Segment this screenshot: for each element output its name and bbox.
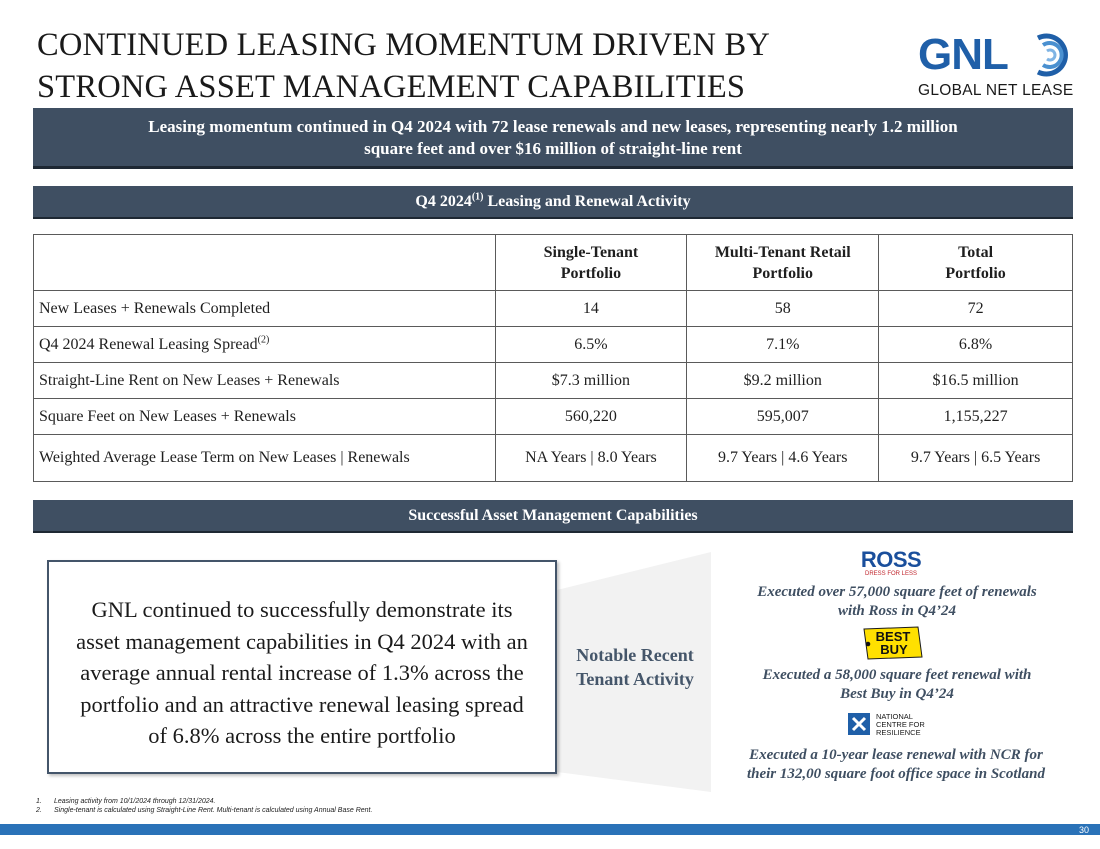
footnote-text: Leasing activity from 10/1/2024 through 12/31/2024. bbox=[54, 798, 216, 805]
table-cell: 14 bbox=[495, 291, 687, 327]
table-header-line: Portfolio bbox=[752, 264, 813, 282]
footnote bbox=[36, 797, 372, 806]
ross-activity-text bbox=[717, 583, 1077, 621]
footer-bar bbox=[0, 824, 1100, 835]
callout-line: average annual rental increase of 1.3% across the bbox=[80, 660, 524, 685]
footnote-number: 2. bbox=[36, 807, 42, 814]
table-header-line: Portfolio bbox=[560, 264, 622, 282]
table-cell: $9.2 million bbox=[687, 363, 879, 399]
summary-banner-line-1: Leasing momentum continued in Q4 2024 with 72 lease renewals and new leases, representing nearly 1.2 million bbox=[148, 117, 958, 136]
table-row bbox=[34, 291, 1073, 327]
table-cell: 6.5% bbox=[495, 327, 687, 363]
table-header-line: Portfolio bbox=[945, 264, 1006, 282]
tenant-activity-line: with Ross in Q4’24 bbox=[838, 603, 956, 619]
table-cell: $16.5 million bbox=[879, 363, 1073, 399]
asset-section-header: Successful Asset Management Capabilities bbox=[33, 500, 1073, 533]
tenant-activity-line: Executed a 58,000 square feet renewal with bbox=[762, 667, 1032, 683]
gnl-logo-subtitle: GLOBAL NET LEASE bbox=[918, 82, 1074, 99]
gnl-logo bbox=[914, 28, 1076, 102]
ncr-activity-text bbox=[714, 746, 1078, 784]
table-row bbox=[34, 399, 1073, 435]
ncr-logo bbox=[846, 709, 946, 739]
footnote-number: 1. bbox=[36, 798, 42, 805]
table-cell: $7.3 million bbox=[495, 363, 687, 399]
callout-line: GNL continued to successfully demonstrate its bbox=[91, 597, 513, 622]
table-cell: 9.7 Years | 6.5 Years bbox=[879, 435, 1073, 482]
notable-tenant-activity-label bbox=[562, 643, 708, 691]
table-cell: 560,220 bbox=[495, 399, 687, 435]
table-row bbox=[34, 435, 1073, 482]
tenant-activity-line: Best Buy in Q4’24 bbox=[840, 686, 954, 702]
ncr-logo-line-3: RESILIENCE bbox=[876, 728, 921, 737]
table-header-empty bbox=[34, 235, 496, 291]
tenant-activity-line: their 132,00 square foot office space in Scotland bbox=[746, 766, 1046, 782]
ncr-logo-line-1: NATIONAL bbox=[876, 712, 913, 721]
table-cell: NA Years | 8.0 Years bbox=[495, 435, 687, 482]
tenant-activity-line: Executed over 57,000 square feet of renewals bbox=[757, 584, 1037, 600]
ross-logo-tagline: DRESS FOR LESS bbox=[864, 571, 918, 577]
table-header-total bbox=[879, 235, 1073, 291]
row-label-text: Square Feet on New Leases + Renewals bbox=[39, 407, 296, 425]
callout-line: of 6.8% across the entire portfolio bbox=[148, 723, 456, 748]
row-label bbox=[34, 435, 496, 482]
summary-banner bbox=[33, 108, 1073, 169]
row-label-text: New Leases + Renewals Completed bbox=[39, 299, 271, 317]
row-label bbox=[34, 399, 496, 435]
callout-line: portfolio and an attractive renewal leasing spread bbox=[80, 691, 524, 717]
table-cell: 1,155,227 bbox=[879, 399, 1073, 435]
best-buy-activity-text bbox=[717, 666, 1077, 704]
callout-line: asset management capabilities in Q4 2024 with an bbox=[76, 628, 528, 654]
table-header-single-tenant bbox=[495, 235, 687, 291]
table-header-line: Total bbox=[958, 243, 994, 261]
row-label-text: Q4 2024 Renewal Leasing Spread bbox=[39, 335, 258, 353]
best-buy-logo-text-2: BUY bbox=[880, 642, 908, 657]
table-cell: 9.7 Years | 4.6 Years bbox=[687, 435, 879, 482]
page-title bbox=[37, 24, 857, 108]
best-buy-logo bbox=[862, 625, 924, 661]
page-title-line-2: STRONG ASSET MANAGEMENT CAPABILITIES bbox=[37, 69, 746, 105]
best-buy-logo-text-1: BEST bbox=[875, 629, 911, 644]
page-number: 30 bbox=[1078, 825, 1089, 835]
table-row bbox=[34, 327, 1073, 363]
leasing-activity-table bbox=[33, 234, 1073, 482]
footnote-text: Single-tenant is calculated using Straight-Line Rent. Multi-tenant is calculated using Annual Base Rent. bbox=[54, 807, 373, 814]
leasing-section-header bbox=[33, 186, 1073, 219]
table-row bbox=[34, 363, 1073, 399]
row-footnote-ref: (2) bbox=[257, 334, 270, 346]
row-label bbox=[34, 291, 496, 327]
row-label bbox=[34, 363, 496, 399]
gnl-logo-word: GNL bbox=[918, 30, 1008, 79]
summary-banner-line-2: square feet and over $16 million of straight-line rent bbox=[364, 139, 742, 158]
table-header-multi-tenant bbox=[687, 235, 879, 291]
notable-label-line: Tenant Activity bbox=[576, 669, 694, 689]
leasing-section-title-pre: Q4 2024 bbox=[415, 193, 472, 210]
row-label bbox=[34, 327, 496, 363]
table-header-line: Multi-Tenant Retail bbox=[714, 243, 851, 261]
leasing-section-title-post: Leasing and Renewal Activity bbox=[483, 193, 691, 210]
ross-logo-text: ROSS bbox=[860, 548, 922, 572]
row-label-text: Weighted Average Lease Term on New Leases | Renewals bbox=[39, 449, 410, 466]
page-title-line-1: CONTINUED LEASING MOMENTUM DRIVEN BY bbox=[37, 27, 770, 63]
table-cell: 58 bbox=[687, 291, 879, 327]
leasing-section-footnote-ref: (1) bbox=[471, 191, 484, 203]
ncr-logo-line-2: CENTRE FOR bbox=[876, 720, 925, 729]
table-header-row bbox=[34, 235, 1073, 291]
tenant-activity-line: Executed a 10-year lease renewal with NCR for bbox=[749, 747, 1043, 763]
footnotes bbox=[36, 797, 372, 815]
ross-logo bbox=[858, 548, 924, 578]
table-header-line: Single-Tenant bbox=[543, 243, 639, 261]
gnl-swirl-icon bbox=[1028, 32, 1074, 78]
footnote bbox=[36, 806, 372, 815]
table-cell: 7.1% bbox=[687, 327, 879, 363]
table-cell: 595,007 bbox=[687, 399, 879, 435]
table-cell: 6.8% bbox=[879, 327, 1073, 363]
table-cell: 72 bbox=[879, 291, 1073, 327]
row-label-text: Straight-Line Rent on New Leases + Renewals bbox=[39, 371, 340, 389]
asset-management-callout bbox=[47, 560, 557, 774]
notable-label-line: Notable Recent bbox=[576, 645, 694, 665]
